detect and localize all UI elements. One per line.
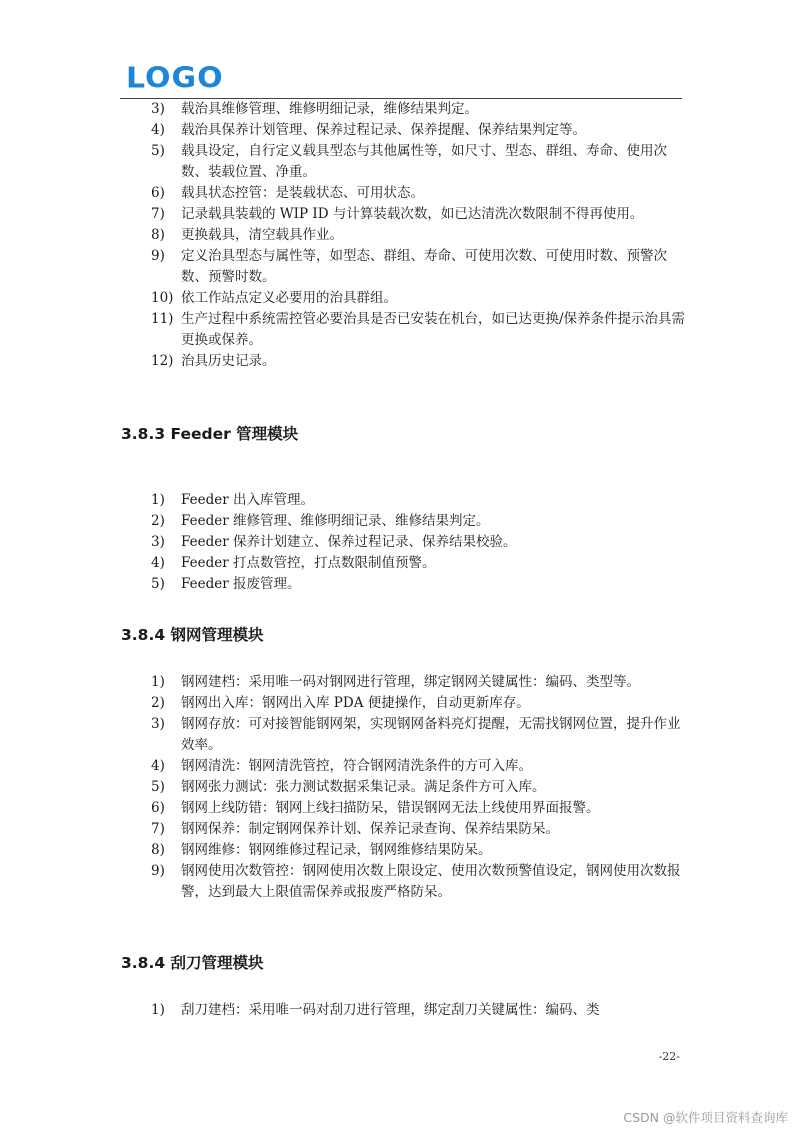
list-item-text: 生产过程中系统需控管必要治具是否已安装在机台，如已达更换/保养条件提示治具需更换或保养。 [181,311,686,348]
list-item-number: 4) [151,758,165,774]
list-item-text: 刮刀建档：采用唯一码对刮刀进行管理，绑定刮刀关键属性：编码、类 [181,1002,600,1018]
list-item [151,798,686,819]
list-item-number: 2) [151,695,165,711]
list-item-text: 钢网清洗：钢网清洗管控，符合钢网清洗条件的方可入库。 [181,758,532,774]
list-item-text: 钢网张力测试：张力测试数据采集记录。满足条件方可入库。 [181,779,546,795]
watermark: CSDN @软件项目资料查询库 [623,1110,788,1125]
list-item-number: 1) [151,674,165,690]
list-item-number: 3) [151,716,165,732]
list-item [151,309,686,351]
list-item-text: 载治具维修管理、维修明细记录，维修结果判定。 [181,101,478,117]
list-item-number: 12) [151,353,174,369]
list-stencil [151,672,686,903]
list-item-text: 载具状态控管：是装载状态、可用状态。 [181,185,424,201]
list-item-number: 3) [151,101,165,117]
page-number: -22- [658,1050,680,1063]
list-item [151,777,686,798]
list-item [151,693,686,714]
list-item-number: 5) [151,143,165,159]
list-item [151,672,686,693]
list-item-text: 钢网维修：钢网维修过程记录，钢网维修结果防呆。 [181,842,492,858]
list-item [151,99,686,120]
list-item-number: 1) [151,1002,165,1018]
list-item [151,574,686,595]
list-item [151,532,686,553]
list-item-text: 载治具保养计划管理、保养过程记录、保养提醒、保养结果判定等。 [181,122,586,138]
list-item-text: 定义治具型态与属性等，如型态、群组、寿命、可使用次数、可使用时数、预警次数、预警时数。 [181,248,667,285]
list-item [151,861,686,903]
list-item-number: 10) [151,290,174,306]
list-item-text: 钢网使用次数管控：钢网使用次数上限设定、使用次数预警值设定，钢网使用次数报警，达到最大上限值需保养或报废严格防呆。 [181,863,681,900]
list-item-text: 记录载具装载的 WIP ID 与计算装载次数，如已达清洗次数限制不得再使用。 [181,206,644,222]
list-item-text: Feeder 打点数管控，打点数限制值预警。 [181,555,436,571]
list-item-number: 11) [151,311,174,327]
list-item-text: 钢网建档：采用唯一码对钢网进行管理，绑定钢网关键属性：编码、类型等。 [181,674,640,690]
list-item [151,288,686,309]
list-item-text: 钢网保养：制定钢网保养计划、保养记录查询、保养结果防呆。 [181,821,559,837]
list-item [151,490,686,511]
list-item-text: 依工作站点定义必要用的治具群组。 [181,290,397,306]
list-item [151,204,686,225]
list-item [151,141,686,183]
list-item-number: 7) [151,821,165,837]
list-item [151,1000,686,1021]
section-heading-squeegee: 3.8.4 刮刀管理模块 [121,954,264,972]
list-item-number: 8) [151,842,165,858]
section-heading-feeder: 3.8.3 Feeder 管理模块 [121,425,299,443]
list-item-number: 6) [151,800,165,816]
list-item-text: Feeder 保养计划建立、保养过程记录、保养结果校验。 [181,534,517,550]
list-item [151,183,686,204]
list-item-text: 钢网出入库：钢网出入库 PDA 便捷操作，自动更新库存。 [181,695,530,711]
list-item-number: 4) [151,555,165,571]
list-item-number: 5) [151,779,165,795]
list-item [151,246,686,288]
logo: LOGO [126,61,224,96]
list-item-number: 9) [151,863,165,879]
list-item-number: 4) [151,122,165,138]
list-item [151,840,686,861]
list-item-text: 钢网上线防错：钢网上线扫描防呆，错误钢网无法上线使用界面报警。 [181,800,600,816]
list-item-text: Feeder 出入库管理。 [181,492,314,508]
list-item-number: 1) [151,492,165,508]
list-item [151,553,686,574]
list-item [151,120,686,141]
list-item-text: Feeder 报废管理。 [181,576,301,592]
list-item [151,351,686,372]
list-item-text: 治具历史记录。 [181,353,276,369]
list-item-number: 9) [151,248,165,264]
list-item-text: 钢网存放：可对接智能钢网架，实现钢网备料亮灯提醒，无需找钢网位置，提升作业效率。 [181,716,681,753]
list-item-number: 6) [151,185,165,201]
section-heading-stencil: 3.8.4 钢网管理模块 [121,626,264,644]
list-item [151,756,686,777]
list-item-number: 8) [151,227,165,243]
list-squeegee [151,1000,686,1021]
list-item-text: 更换载具，清空载具作业。 [181,227,343,243]
list-item [151,714,686,756]
list-top [151,99,686,372]
list-item [151,225,686,246]
list-item [151,819,686,840]
list-item-number: 3) [151,534,165,550]
list-item-number: 5) [151,576,165,592]
list-item-text: 载具设定，自行定义载具型态与其他属性等，如尺寸、型态、群组、寿命、使用次数、装载位置、净重。 [181,143,667,180]
list-item-number: 2) [151,513,165,529]
list-item [151,511,686,532]
list-item-text: Feeder 维修管理、维修明细记录、维修结果判定。 [181,513,490,529]
list-item-number: 7) [151,206,165,222]
list-feeder [151,490,686,595]
